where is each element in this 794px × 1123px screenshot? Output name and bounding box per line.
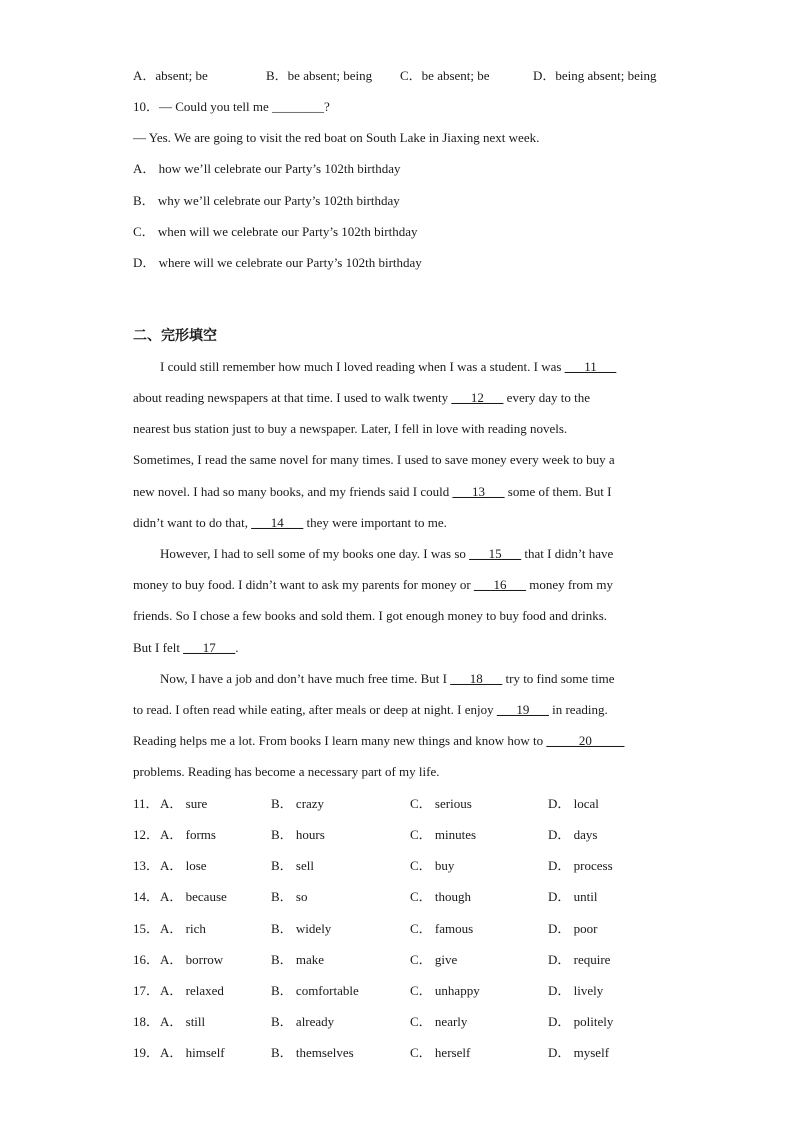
option-b: B． hours <box>271 827 325 842</box>
option-a: A． still <box>160 1014 206 1029</box>
option-a: A． because <box>160 889 227 904</box>
passage-line: problems. Reading has become a necessary part of my life. <box>133 764 440 779</box>
option-d: D． require <box>548 952 611 967</box>
question-number: 15． <box>133 921 160 936</box>
passage-line <box>133 390 590 406</box>
question-number: 17． <box>133 983 160 998</box>
passage-line <box>160 359 616 375</box>
question-number: 18． <box>133 1014 160 1029</box>
q9-option-c: C．be absent; be <box>400 68 490 83</box>
passage-text: money from my <box>525 577 613 592</box>
option-c: C． herself <box>410 1045 471 1060</box>
question-number: 12． <box>133 827 160 842</box>
option-a: A． forms <box>160 827 216 842</box>
passage-text: Now, I have a job and don’t have much free time. But I <box>160 671 451 686</box>
passage-text: every day to the <box>503 390 591 405</box>
option-c: C． minutes <box>410 827 477 842</box>
question-number: 19． <box>133 1045 160 1060</box>
option-d: D． local <box>548 796 599 811</box>
passage-text: didn’t want to do that, <box>133 515 252 530</box>
q10-option-a: A． how we’ll celebrate our Party’s 102th birthday <box>133 161 401 176</box>
option-c: C． nearly <box>410 1014 468 1029</box>
passage-line: friends. So I chose a few books and sold them. I got enough money to buy food and drinks. <box>133 608 608 623</box>
blank-14: ___14___ <box>251 515 304 530</box>
option-a: A． himself <box>160 1045 225 1060</box>
question-number: 11． <box>133 796 159 811</box>
q9-option-a: A．absent; be <box>133 68 208 83</box>
q10-option-b: B． why we’ll celebrate our Party’s 102th birthday <box>133 193 400 208</box>
option-b: B． already <box>271 1014 335 1029</box>
option-a: A． borrow <box>160 952 224 967</box>
passage-text: I could still remember how much I loved reading when I was a student. I was <box>160 359 565 374</box>
passage-line <box>160 671 615 687</box>
passage-text: they were important to me. <box>303 515 447 530</box>
passage-text: new novel. I had so many books, and my friends said I could <box>133 484 453 499</box>
option-c: C． though <box>410 889 472 904</box>
passage-line: nearest bus station just to buy a newspaper. Later, I fell in love with reading novels. <box>133 421 568 436</box>
passage-line <box>133 702 608 718</box>
passage-text: try to find some time <box>502 671 615 686</box>
option-d: D． process <box>548 858 613 873</box>
passage-text: money to buy food. I didn’t want to ask my parents for money or <box>133 577 474 592</box>
option-d: D． lively <box>548 983 604 998</box>
passage-line <box>133 577 613 593</box>
blank-13: ___13___ <box>452 484 505 499</box>
option-d: D． days <box>548 827 598 842</box>
passage-text: However, I had to sell some of my books one day. I was so <box>160 546 470 561</box>
q10-reply: — Yes. We are going to visit the red boat on South Lake in Jiaxing next week. <box>133 130 540 145</box>
passage-line: Sometimes, I read the same novel for many times. I used to save money every week to buy a <box>133 452 615 467</box>
q10-prompt: 10．— Could you tell me ________? <box>133 99 330 114</box>
passage-text: in reading. <box>548 702 608 717</box>
option-b: B． make <box>271 952 325 967</box>
question-number: 13． <box>133 858 160 873</box>
question-number: 14． <box>133 889 160 904</box>
option-d: D． poor <box>548 921 598 936</box>
option-c: C． unhappy <box>410 983 480 998</box>
option-a: A． sure <box>160 796 208 811</box>
q9-option-b: B．be absent; being <box>266 68 373 83</box>
option-d: D． politely <box>548 1014 614 1029</box>
option-b: B． so <box>271 889 308 904</box>
passage-line <box>133 733 624 749</box>
blank-11: ___11___ <box>564 359 617 374</box>
q10-option-c: C． when will we celebrate our Party’s 102th birthday <box>133 224 418 239</box>
blank-12: ___12___ <box>451 390 504 405</box>
passage-text: Reading helps me a lot. From books I learn many new things and know how to <box>133 733 547 748</box>
option-a: A． lose <box>160 858 207 873</box>
passage-line <box>133 640 238 656</box>
option-c: C． buy <box>410 858 455 873</box>
passage-text: about reading newspapers at that time. I used to walk twenty <box>133 390 452 405</box>
passage-line <box>160 546 613 562</box>
option-b: B． themselves <box>271 1045 354 1060</box>
passage-line <box>133 484 611 500</box>
passage-text: some of them. But I <box>504 484 612 499</box>
passage-line <box>133 515 447 531</box>
option-b: B． widely <box>271 921 332 936</box>
blank-17: ___17___ <box>183 640 236 655</box>
blank-18: ___18___ <box>450 671 503 686</box>
q10-option-d: D． where will we celebrate our Party’s 102th birthday <box>133 255 422 270</box>
option-a: A． rich <box>160 921 206 936</box>
blank-19: ___19___ <box>496 702 549 717</box>
section-heading: 二、完形填空 <box>133 328 217 344</box>
passage-text: . <box>235 640 239 655</box>
question-number: 16． <box>133 952 160 967</box>
option-a: A． relaxed <box>160 983 224 998</box>
passage-text: to read. I often read while eating, after meals or deep at night. I enjoy <box>133 702 497 717</box>
option-c: C． serious <box>410 796 472 811</box>
blank-16: ___16___ <box>473 577 526 592</box>
passage-text: But I felt <box>133 640 184 655</box>
passage-text: that I didn’t have <box>521 546 614 561</box>
q9-option-d: D．being absent; being <box>533 68 657 83</box>
option-c: C． give <box>410 952 458 967</box>
option-b: B． crazy <box>271 796 325 811</box>
blank-15: ___15___ <box>469 546 522 561</box>
option-d: D． myself <box>548 1045 610 1060</box>
option-b: B． sell <box>271 858 314 873</box>
option-c: C． famous <box>410 921 474 936</box>
option-b: B． comfortable <box>271 983 359 998</box>
option-d: D． until <box>548 889 598 904</box>
blank-20: _____20_____ <box>546 733 625 748</box>
